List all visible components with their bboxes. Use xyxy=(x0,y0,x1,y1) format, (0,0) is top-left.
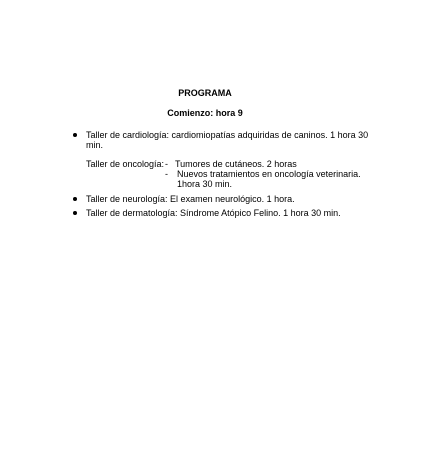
list-item-neurology: Taller de neurología: El examen neurológico. 1 hora. xyxy=(86,194,295,204)
bullet-icon xyxy=(73,211,77,215)
cardiology-line-1: Taller de cardiología: cardiomiopatías adquiridas de caninos. 1 hora 30 xyxy=(86,130,369,140)
document-title: PROGRAMA xyxy=(178,88,232,98)
oncology-label: Taller de oncología: xyxy=(86,159,165,169)
oncology-continuation: 1hora 30 min. xyxy=(177,179,233,189)
bullet-icon xyxy=(73,133,77,137)
list-item-dermatology: Taller de dermatología: Síndrome Atópico Felino. 1 hora 30 min. xyxy=(86,208,341,218)
oncology-dash-2: - xyxy=(165,169,168,179)
list-item-cardiology xyxy=(86,130,376,150)
document-subtitle: Comienzo: hora 9 xyxy=(167,108,243,118)
oncology-subitem-2: Nuevos tratamientos en oncología veterinaria. xyxy=(177,169,361,179)
cardiology-line-2: min. xyxy=(86,140,104,150)
oncology-subitem-1: Tumores de cutáneos. 2 horas xyxy=(175,159,297,169)
oncology-dash-1: - xyxy=(165,159,168,169)
bullet-icon xyxy=(73,197,77,201)
